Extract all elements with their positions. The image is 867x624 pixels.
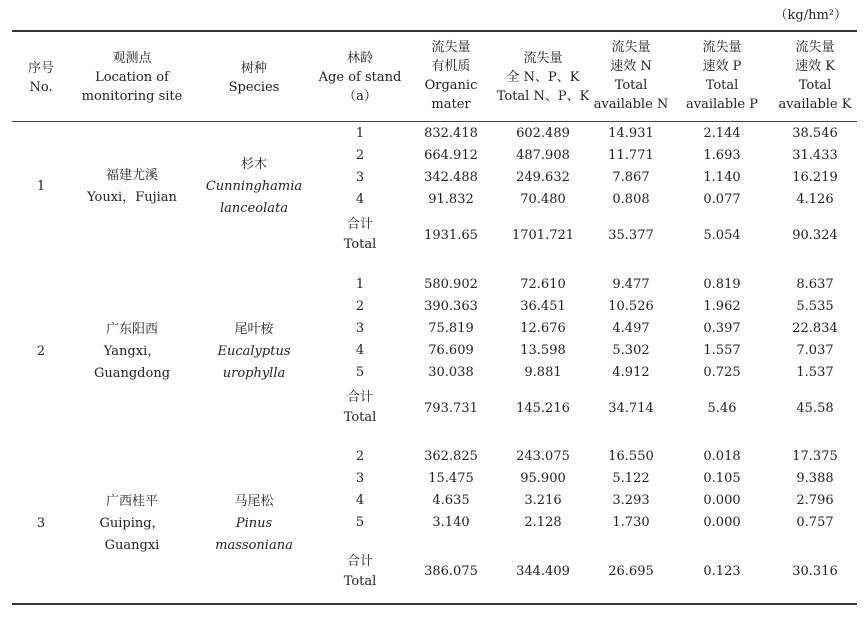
organic-cell: 362.825: [424, 449, 478, 464]
npk-cell: 602.489: [516, 126, 570, 141]
k-cell: 8.637: [796, 277, 834, 292]
age-cell: 2: [355, 299, 365, 314]
n-cell: 7.867: [612, 170, 650, 185]
npk-cell: 243.075: [516, 449, 570, 464]
organic-cell: 342.488: [424, 170, 478, 185]
n-cell: 3.293: [612, 493, 650, 508]
k-cell: 31.433: [792, 148, 838, 163]
group-3-species: 马尾松 Pinus massoniana: [215, 494, 293, 553]
organic-cell: 1931.65: [424, 228, 478, 243]
p-cell: 0.123: [703, 564, 741, 579]
age-cell: 4: [355, 192, 365, 207]
p-cell: 1.140: [703, 170, 741, 185]
k-cell: 7.037: [796, 343, 834, 358]
organic-cell: 3.140: [432, 515, 470, 530]
group-3-site: 广西桂平 Guiping， Guangxi: [99, 494, 165, 553]
header-available-k: 流失量 速效 K Total available K: [778, 40, 852, 112]
age-cell: 3: [355, 471, 365, 486]
group-2-no: 2: [36, 344, 46, 359]
npk-cell: 145.216: [516, 401, 570, 416]
p-cell: 0.397: [703, 321, 741, 336]
k-cell: 0.757: [796, 515, 834, 530]
organic-cell: 30.038: [428, 365, 474, 380]
p-cell: 1.962: [703, 299, 741, 314]
organic-cell: 793.731: [424, 401, 478, 416]
n-cell: 9.477: [612, 277, 650, 292]
age-cell: 5: [355, 365, 365, 380]
organic-cell: 4.635: [432, 493, 470, 508]
organic-cell: 664.912: [424, 148, 478, 163]
n-cell: 4.497: [612, 321, 650, 336]
npk-cell: 36.451: [520, 299, 566, 314]
k-cell: 38.546: [792, 126, 838, 141]
header-no: 序号 No.: [27, 61, 54, 95]
n-cell: 4.912: [612, 365, 650, 380]
k-cell: 2.796: [796, 493, 834, 508]
npk-cell: 13.598: [520, 343, 566, 358]
age-cell: 3: [355, 170, 365, 185]
organic-cell: 76.609: [428, 343, 474, 358]
bottom-rule: [12, 603, 857, 605]
k-cell: 30.316: [792, 564, 838, 579]
age-cell: 1: [355, 126, 365, 141]
p-cell: 0.018: [703, 449, 741, 464]
k-cell: 45.58: [796, 401, 834, 416]
n-cell: 5.302: [612, 343, 650, 358]
n-cell: 26.695: [608, 564, 654, 579]
n-cell: 1.730: [612, 515, 650, 530]
npk-cell: 70.480: [520, 192, 566, 207]
n-cell: 0.808: [612, 192, 650, 207]
organic-cell: 390.363: [424, 299, 478, 314]
header-age: 林龄 Age of stand （a）: [318, 51, 402, 104]
top-rule: [12, 30, 857, 32]
k-cell: 4.126: [796, 192, 834, 207]
header-site: 观测点 Location of monitoring site: [81, 51, 183, 104]
npk-cell: 1701.721: [511, 228, 575, 243]
n-cell: 35.377: [608, 228, 654, 243]
p-cell: 0.725: [703, 365, 741, 380]
p-cell: 0.000: [703, 493, 741, 508]
p-cell: 0.105: [703, 471, 741, 486]
k-cell: 5.535: [796, 299, 834, 314]
organic-cell: 386.075: [424, 564, 478, 579]
npk-cell: 249.632: [516, 170, 570, 185]
age-cell: 4: [355, 493, 365, 508]
p-cell: 5.054: [703, 228, 741, 243]
n-cell: 16.550: [608, 449, 654, 464]
p-cell: 0.077: [703, 192, 741, 207]
p-cell: 1.693: [703, 148, 741, 163]
npk-cell: 3.216: [524, 493, 562, 508]
header-total-npk: 流失量 全 N、P、K Total N、P、K: [496, 51, 590, 104]
age-cell: 2: [355, 449, 365, 464]
n-cell: 34.714: [608, 401, 654, 416]
k-cell: 17.375: [792, 449, 838, 464]
organic-cell: 832.418: [424, 126, 478, 141]
p-cell: 0.819: [703, 277, 741, 292]
group-1-species: 杉木 Cunninghamia lanceolata: [205, 157, 303, 216]
npk-cell: 2.128: [524, 515, 562, 530]
age-cell: 5: [355, 515, 365, 530]
header-organic: 流失量 有机质 Organic mater: [424, 40, 478, 112]
k-cell: 22.834: [792, 321, 838, 336]
header-species: 树种 Species: [228, 61, 280, 95]
n-cell: 10.526: [608, 299, 654, 314]
k-cell: 16.219: [792, 170, 838, 185]
age-cell: 1: [355, 277, 365, 292]
total-label: 合计 Total: [343, 217, 377, 252]
organic-cell: 580.902: [424, 277, 478, 292]
group-2-species: 尾叶桉 Eucalyptus urophylla: [217, 322, 291, 381]
organic-cell: 75.819: [428, 321, 474, 336]
p-cell: 1.557: [703, 343, 741, 358]
organic-cell: 91.832: [428, 192, 474, 207]
p-cell: 0.000: [703, 515, 741, 530]
age-cell: 4: [355, 343, 365, 358]
n-cell: 11.771: [608, 148, 654, 163]
k-cell: 9.388: [796, 471, 834, 486]
n-cell: 14.931: [608, 126, 654, 141]
n-cell: 5.122: [612, 471, 650, 486]
total-label: 合计 Total: [343, 390, 377, 425]
k-cell: 1.537: [796, 365, 834, 380]
header-rule: [12, 121, 857, 122]
npk-cell: 9.881: [524, 365, 562, 380]
group-1-site: 福建尤溪 Youxi，Fujian: [87, 168, 177, 205]
age-cell: 2: [355, 148, 365, 163]
k-cell: 90.324: [792, 228, 838, 243]
npk-cell: 487.908: [516, 148, 570, 163]
group-3-no: 3: [36, 516, 46, 531]
p-cell: 2.144: [703, 126, 741, 141]
total-label: 合计 Total: [343, 554, 377, 589]
unit-label: （kg/hm²）: [774, 8, 847, 23]
age-cell: 3: [355, 321, 365, 336]
group-2-site: 广东阳西 Yangxi， Guangdong: [93, 322, 171, 381]
group-1-no: 1: [36, 179, 46, 194]
npk-cell: 72.610: [520, 277, 566, 292]
header-available-n: 流失量 速效 N Total available N: [593, 40, 669, 112]
header-available-p: 流失量 速效 P Total available P: [686, 40, 758, 112]
p-cell: 5.46: [707, 401, 737, 416]
organic-cell: 15.475: [428, 471, 474, 486]
npk-cell: 95.900: [520, 471, 566, 486]
npk-cell: 12.676: [520, 321, 566, 336]
npk-cell: 344.409: [516, 564, 570, 579]
